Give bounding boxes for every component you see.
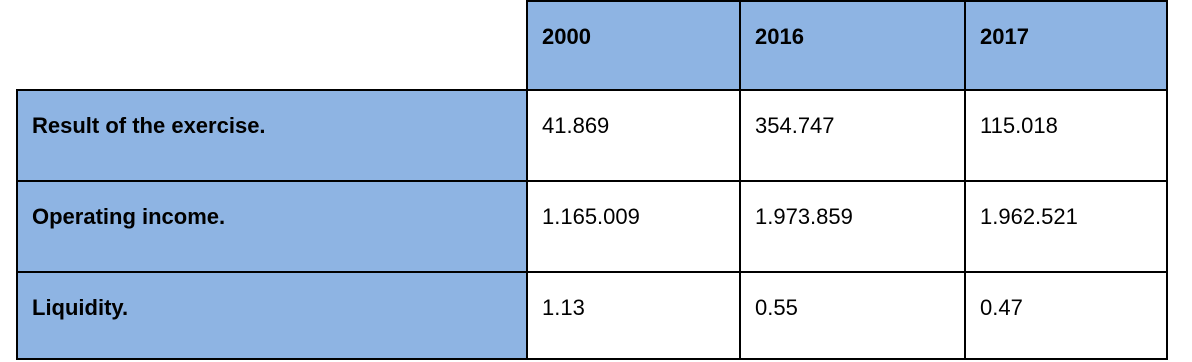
- table-cell: 41.869: [526, 89, 741, 182]
- table-cell: 354.747: [739, 89, 966, 182]
- table-cell: 0.47: [964, 271, 1168, 360]
- column-header-2000: 2000: [526, 0, 741, 91]
- table-cell: 0.55: [739, 271, 966, 360]
- row-label-result-of-exercise: Result of the exercise.: [16, 89, 528, 182]
- column-header-2016: 2016: [739, 0, 966, 91]
- row-label-operating-income: Operating income.: [16, 180, 528, 273]
- column-header-2017: 2017: [964, 0, 1168, 91]
- table-cell: 1.13: [526, 271, 741, 360]
- row-label-liquidity: Liquidity.: [16, 271, 528, 360]
- table-cell: 115.018: [964, 89, 1168, 182]
- table-cell: 1.962.521: [964, 180, 1168, 273]
- table-cell: 1.973.859: [739, 180, 966, 273]
- table-cell: 1.165.009: [526, 180, 741, 273]
